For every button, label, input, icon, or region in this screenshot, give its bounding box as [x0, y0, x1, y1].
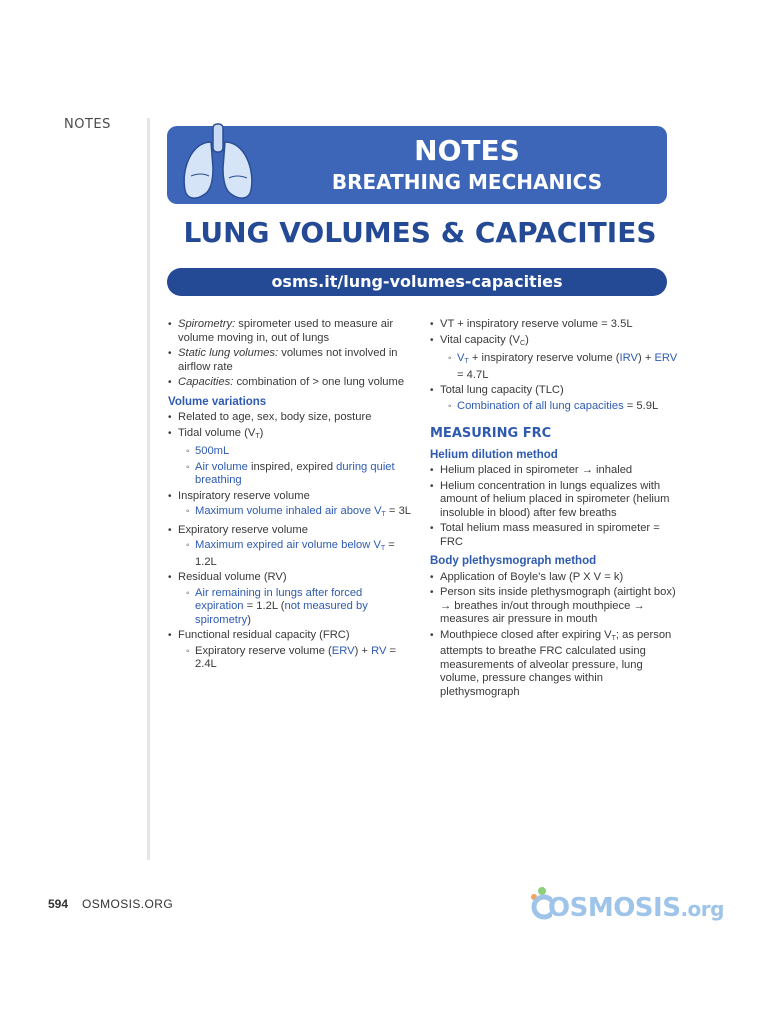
osmosis-logo: OSMOSIS.org: [548, 893, 724, 923]
sub-list-item: ◦ Expiratory reserve volume (ERV) + RV = 2.4L: [186, 645, 412, 672]
side-notes-label: NOTES: [64, 117, 111, 132]
sub-list-item: ◦ Air remaining in lungs after forced expiration = 1.2L (not measured by spirometry): [186, 587, 412, 628]
sub-list-item: ◦ Combination of all lung capacities = 5.9L: [448, 400, 678, 414]
right-column: [430, 318, 678, 701]
page-number: 594: [48, 897, 69, 911]
sub-list-item: ◦ Maximum expired air volume below VT = 1.2L: [186, 539, 412, 569]
volume-variations-heading: Volume variations: [168, 395, 267, 408]
banner-subtitle: BREATHING MECHANICS: [331, 170, 603, 194]
measuring-frc-heading: MEASURING FRC: [430, 426, 552, 441]
list-item: • Static lung volumes: volumes not involved in airflow rate: [168, 347, 412, 374]
lungs-icon: [173, 120, 263, 215]
sub-list-item: ◦ VT + inspiratory reserve volume (IRV) + ERV = 4.7L: [448, 352, 678, 382]
list-item: • Inspiratory reserve volume ◦ Maximum volume inhaled air above VT = 3L: [168, 490, 412, 522]
list-item: • Expiratory reserve volume ◦ Maximum expired air volume below VT = 1.2L: [168, 524, 412, 570]
left-column: [168, 318, 412, 674]
list-item: • Residual volume (RV) ◦ Air remaining in lungs after forced expiration = 1.2L (not measured by spirometry): [168, 571, 412, 627]
list-item: • Mouthpiece closed after expiring VT; as person attempts to breathe FRC calculated using measurements of alveolar pressure, lung volume, pressure changes within plethysmograph: [430, 629, 678, 700]
list-item: • Vital capacity (VC) ◦ VT + inspiratory reserve volume (IRV) + ERV = 4.7L: [430, 334, 678, 383]
list-item: • Total lung capacity (TLC) ◦ Combination of all lung capacities = 5.9L: [430, 384, 678, 413]
list-item: • Related to age, sex, body size, posture: [168, 411, 412, 425]
list-item: • Helium concentration in lungs equalizes with amount of helium placed in spirometer (helium insoluble in blood) after few breaths: [430, 480, 678, 521]
list-item: • Application of Boyle's law (P X V = k): [430, 571, 678, 585]
helium-method-heading: Helium dilution method: [430, 448, 558, 461]
header-banner: [167, 126, 667, 204]
footer-site-name: OSMOSIS.ORG: [82, 897, 174, 911]
list-item: • Total helium mass measured in spirometer = FRC: [430, 522, 678, 549]
list-item: • Capacities: combination of > one lung volume: [168, 376, 412, 390]
topic-url-link[interactable]: osms.it/lung-volumes-capacities: [167, 268, 667, 296]
sub-list-item: ◦ Air volume inspired, expired during quiet breathing: [186, 461, 412, 488]
plethysmograph-method-heading: Body plethysmograph method: [430, 555, 597, 567]
page-title: LUNG VOLUMES & CAPACITIES: [183, 216, 657, 249]
banner-title: NOTES: [414, 134, 520, 167]
list-item: • VT + inspiratory reserve volume = 3.5L: [430, 318, 678, 332]
list-item: • Person sits inside plethysmograph (airtight box) → breathes in/out through mouthpiece → measures air pressure in mouth: [430, 586, 678, 627]
list-item: • Spirometry: spirometer used to measure air volume moving in, out of lungs: [168, 318, 412, 345]
sub-list-item: ◦ 500mL: [186, 445, 412, 459]
sub-list-item: ◦ Maximum volume inhaled air above VT = 3L: [186, 505, 412, 522]
list-item: • Functional residual capacity (FRC) ◦ Expiratory reserve volume (ERV) + RV = 2.4L: [168, 629, 412, 672]
list-item: • Tidal volume (VT) ◦ 500mL ◦ Air volume inspired, expired during quiet breathing: [168, 427, 412, 488]
list-item: • Helium placed in spirometer → inhaled: [430, 464, 678, 478]
